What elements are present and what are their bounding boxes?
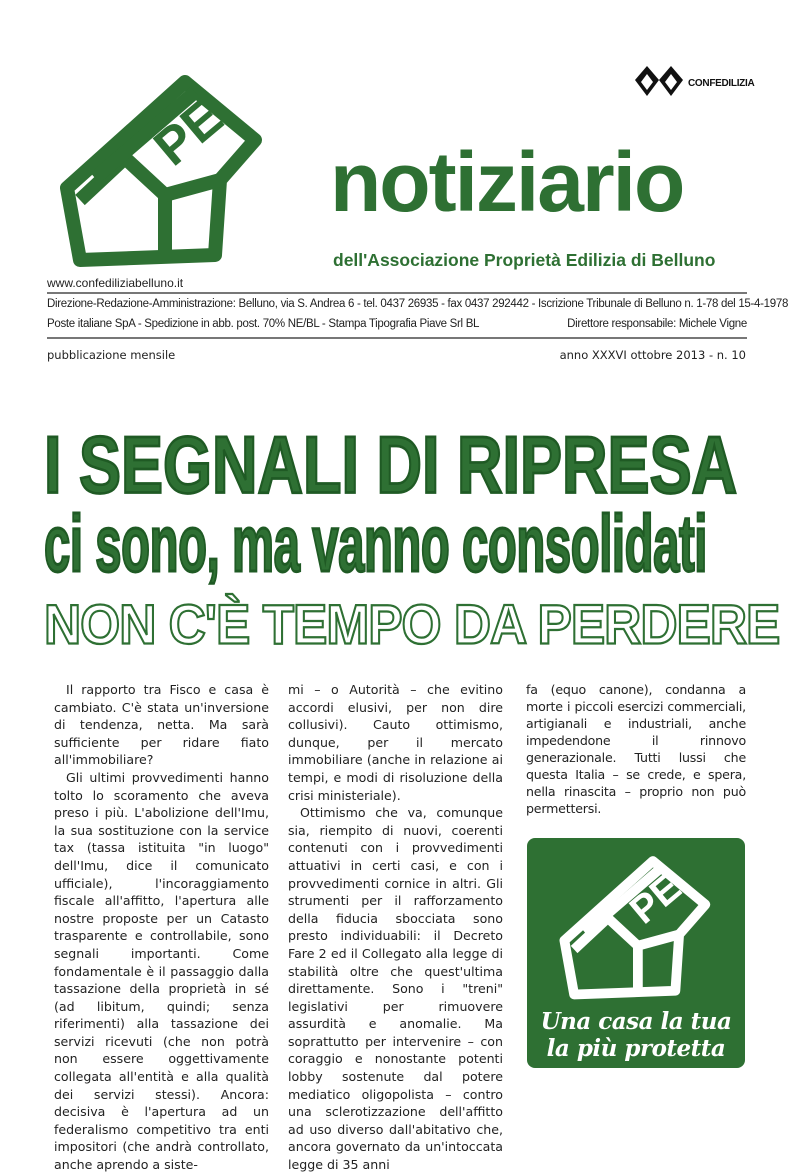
publication-title: notiziario: [330, 135, 684, 229]
imprint-text: Poste italiane SpA - Spedizione in abb. post. 70% NE/BL - Stampa Tipografia Piave Srl BL: [47, 318, 480, 330]
divider: [47, 292, 747, 294]
editor-text: Direttore responsabile: Michele Vigne: [567, 318, 747, 330]
confedilizia-logo-text: CONFEDILIZIA: [688, 78, 755, 89]
article-paragraph: Ottimismo che va, comunque sia, riempito di nuovi, coerenti contenuti con i provvedimenti attuativi in certi casi, e con i provvedimenti cornice in altri. Gli strumenti per il rafforzamento della fiducia sbocciata sono presto individuabili: il Decreto Fare 2 ed il Collegato alla legge di stabilità oltre che quest'ultima direttamente. Sono i "treni" legislativi per rimuovere assurdità e anomalie. Ma soprattutto per intervenire – con coraggio e nonostante potenti lobby sostenute dal potere mediatico oligopolista – contro una sclerotizzazione dell'affitto ad uso diverso dall'abitativo che, ancora governato da un'intoccata legge di 35 anni: [288, 805, 503, 1173]
headline-secondary: ci sono, ma vanno consolidati: [44, 498, 707, 589]
svg-text:PE: PE: [622, 866, 690, 933]
issue-label: anno XXXVI ottobre 2013 - n. 10: [559, 348, 746, 362]
slogan-line: la più protetta: [546, 1035, 726, 1062]
article-paragraph: Gli ultimi provvedimenti hanno tolto lo scoramento che aveva preso i più. L'abolizione dell'Imu, la sua sostituzione con la service tax (tassa istituita "in luogo" dell'Imu, dice il comunicato ufficiale), l'incoraggiamento fiscale all'affitto, l'apertura alle nostre proposte per un Catasto trasparente e controllabile, sono segnali importanti. Come fondamentale è il passaggio dalla tassazione della proprietà in sé (ad libitum, quindi; senza riferimenti) alla tassazione dei servizi ricevuti (che non potrà non essere oggettivamente collegata all'entità e alla qualità dei servizi stessi). Ancora: decisiva è l'apertura ad un federalismo competitivo tra enti impositori (che andrà controllato, anche aprendo a siste-: [54, 769, 269, 1173]
article-paragraph: Il rapporto tra Fisco e casa è cambiato. C'è stata un'inversione di tendenza, netta. Ma sarà sufficiente per ridare fiato all'immobiliare?: [54, 682, 269, 768]
promo-slogan: [527, 1008, 745, 1062]
imprint-line-1: [47, 298, 789, 310]
imprint-line-2: [47, 318, 747, 330]
svg-text:PE: PE: [143, 88, 234, 178]
website-link[interactable]: www.confediliziabelluno.it: [47, 276, 184, 290]
article-paragraph: mi – o Autorità – che evitino accordi elusivi, per non dire collusivi). Cauto ottimismo, dunque, per il mercato immobiliare (anche in relazione ai tempi, e modi di risoluzione della crisi ministeriale).: [288, 682, 503, 803]
headline-main: I SEGNALI DI RIPRESA: [44, 419, 738, 510]
divider: [47, 337, 747, 339]
frequency-label: pubblicazione mensile: [47, 348, 176, 362]
publication-subtitle: dell'Associazione Proprietà Edilizia di Belluno: [333, 250, 716, 270]
ape-logo: [55, 70, 270, 270]
article-column-2: [288, 681, 503, 1174]
article-column-1: [54, 681, 269, 1174]
promo-box: [527, 838, 745, 1068]
article-paragraph: fa (equo canone), condanna a morte i piccoli esercizi commerciali, artigianali e industriali, anche impedendone il rinnovo generazionale. Tutti lussi che questa Italia – se crede, e spera, nella rinascita – proprio non può permettersi.: [526, 682, 746, 816]
slogan-line: Una casa la tua: [540, 1008, 732, 1035]
article-column-3: [526, 681, 746, 817]
imprint-text: Direzione-Redazione-Amministrazione: Belluno, via S. Andrea 6 - tel. 0437 26935 - fax 0437 292442 - Iscrizione Tribunale di Belluno n. 1-78 del 15-4-1978: [47, 298, 789, 310]
ape-logo-white: [555, 852, 717, 1002]
headline-tagline: NON C'È TEMPO DA PERDERE: [44, 593, 780, 656]
